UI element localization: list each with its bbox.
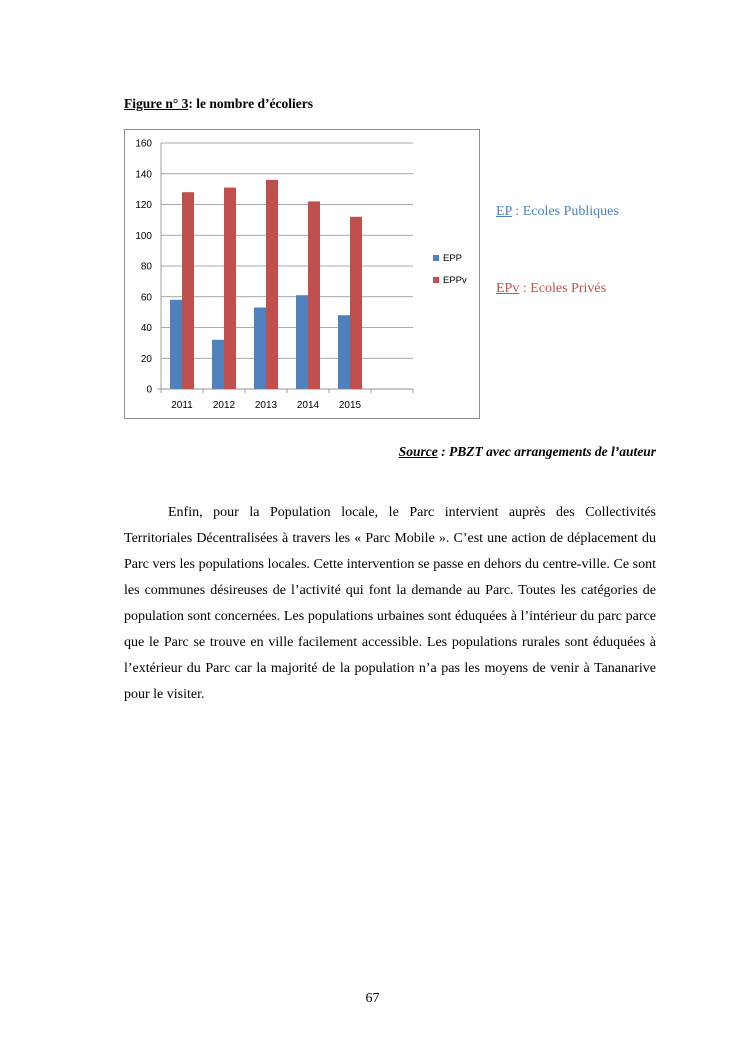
note-epv-abbr: EPv	[496, 281, 520, 296]
bar-eppv-2015	[350, 217, 362, 389]
body-paragraph: Enfin, pour la Population locale, le Parc intervient auprès des Collectivités Territoriales Décentralisées à travers les « Parc Mobile ». C’est une action de déplacement du Parc vers les populations locales. Cette intervention se passe en dehors du centre-ville. Ce sont les communes désireuses de l’activité qui font la demande au Parc. Toutes les catégories de population sont concernées. Les populations urbaines sont éduquées à l’intérieur du parc parce que le Parc se trouve en ville facilement accessible. Les populations rurales sont éduquées à l’extérieur du Parc car la majorité de la population n’a pas les moyens de venir à Tananarive pour le visiter.	[124, 505, 656, 702]
bar-chart	[124, 129, 480, 419]
x-tick-label: 2013	[254, 400, 278, 411]
note-ep-abbr: EP	[496, 204, 512, 219]
y-tick-label: 140	[135, 169, 152, 181]
bar-epp-2011	[170, 300, 182, 389]
y-tick-label: 20	[140, 353, 152, 365]
y-tick-label: 100	[135, 230, 152, 242]
legend-swatch-epp	[433, 255, 439, 261]
page-number: 67	[365, 991, 380, 1006]
note-epv	[496, 281, 606, 297]
note-epv-text: : Ecoles Privés	[519, 281, 607, 296]
bar-epp-2015	[338, 315, 350, 389]
legend-label-eppv: EPPv	[443, 275, 467, 286]
chart-svg	[125, 130, 479, 418]
x-tick-label: 2011	[171, 400, 193, 411]
source-label: Source	[398, 444, 438, 459]
y-tick-label: 80	[140, 261, 152, 273]
note-ep	[496, 204, 619, 220]
bar-epp-2013	[254, 308, 266, 389]
bar-eppv-2012	[224, 188, 236, 389]
x-tick-label: 2014	[296, 400, 320, 411]
y-tick-label: 40	[140, 323, 152, 334]
y-tick-label: 0	[146, 384, 152, 396]
note-ep-text: : Ecoles Publiques	[511, 204, 619, 219]
bar-eppv-2014	[308, 201, 320, 389]
figure-label: Figure n° 3	[124, 96, 189, 111]
x-tick-label: 2015	[338, 400, 362, 411]
source-text: : PBZT avec arrangements de l’auteur	[437, 444, 656, 459]
figure-caption: : le nombre d’écoliers	[188, 96, 313, 111]
source-line	[399, 444, 656, 460]
bar-epp-2014	[296, 295, 308, 389]
bar-epp-2012	[212, 340, 224, 389]
bar-eppv-2013	[266, 180, 278, 389]
y-tick-label: 160	[135, 138, 152, 150]
legend-label-epp: EPP	[443, 253, 463, 264]
legend-swatch-eppv	[433, 277, 439, 283]
x-tick-label: 2012	[212, 400, 236, 411]
y-tick-label: 60	[140, 292, 152, 304]
y-tick-label: 120	[135, 200, 152, 211]
bar-eppv-2011	[182, 192, 194, 389]
figure-title	[124, 96, 313, 112]
